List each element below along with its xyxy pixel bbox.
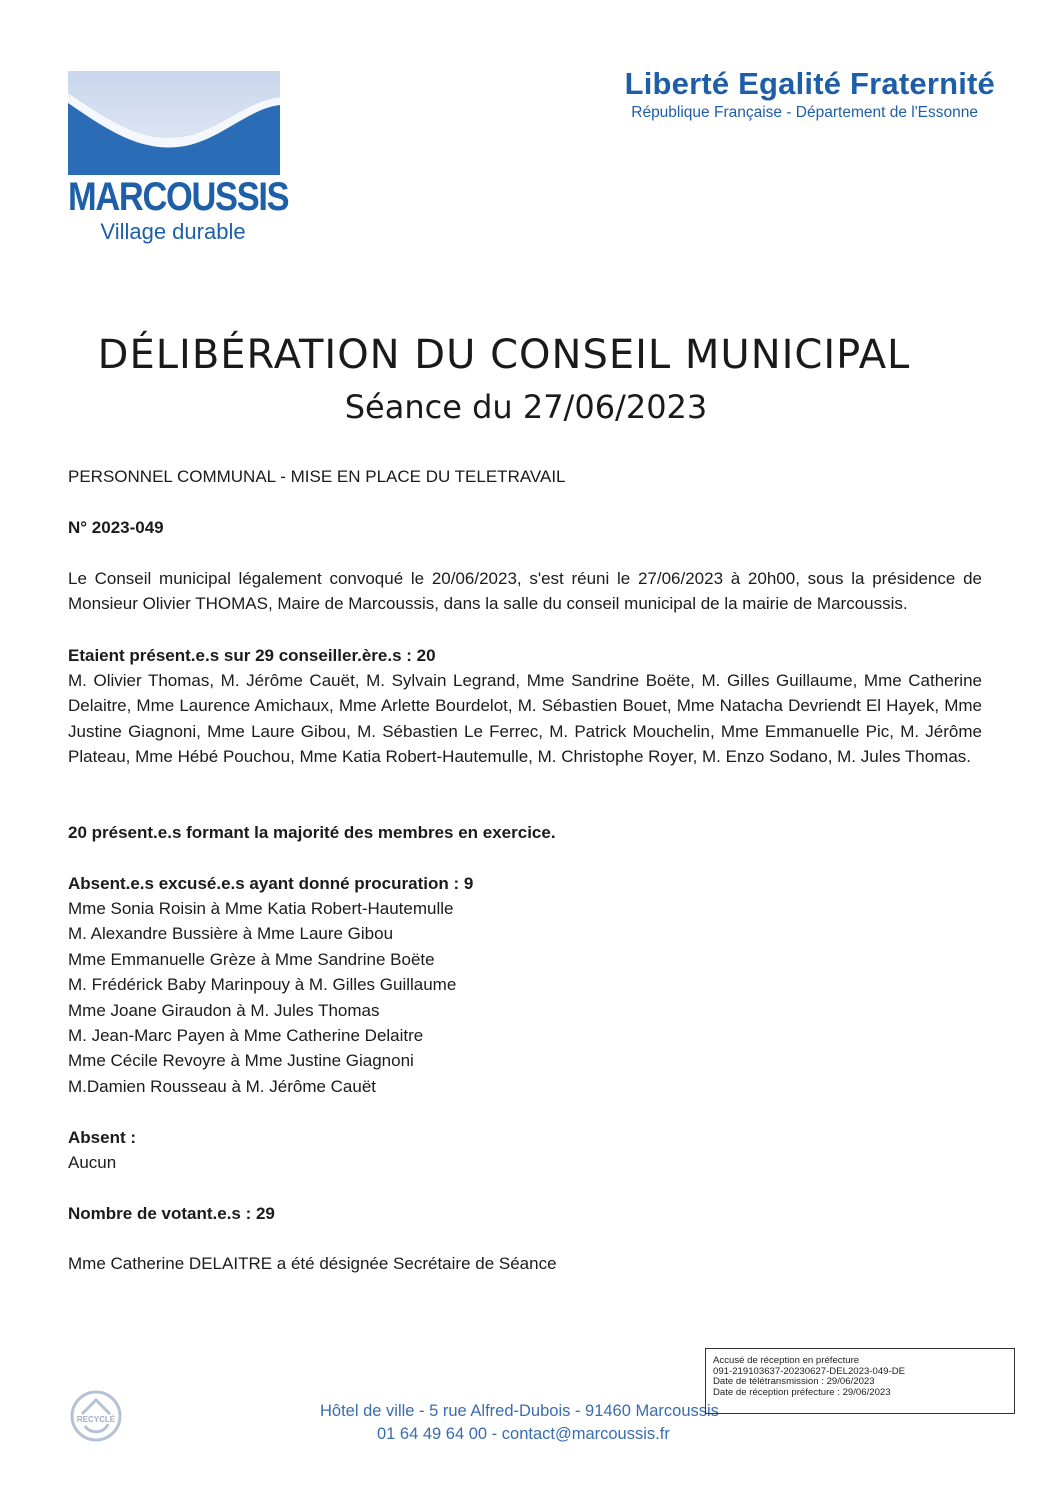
list-item: Mme Emmanuelle Grèze à Mme Sandrine Boëte bbox=[68, 949, 435, 969]
republic-motto: Liberté Egalité Fraternité bbox=[624, 66, 995, 101]
receipt-line: Accusé de réception en préfecture bbox=[713, 1355, 860, 1366]
voters-count: Nombre de votant.e.s : 29 bbox=[68, 1204, 275, 1223]
absent-heading: Absent : bbox=[68, 1128, 136, 1147]
list-item: M. Jean-Marc Payen à Mme Catherine Delaitre bbox=[68, 1026, 424, 1046]
republic-subline: République Française - Département de l'Essonne bbox=[631, 104, 978, 121]
footer-address: Hôtel de ville - 5 rue Alfred-Dubois - 91460 Marcoussis bbox=[320, 1402, 719, 1420]
list-item: Mme Joane Giraudon à M. Jules Thomas bbox=[68, 1000, 380, 1020]
majority-statement: 20 présent.e.s formant la majorité des membres en exercice. bbox=[68, 823, 556, 842]
list-item: M.Damien Rousseau à M. Jérôme Cauët bbox=[68, 1076, 377, 1096]
republic-header bbox=[625, 66, 995, 122]
list-item: M. Frédérick Baby Marinpouy à M. Gilles Guillaume bbox=[68, 975, 457, 995]
deliberation-number: N° 2023-049 bbox=[68, 518, 164, 537]
receipt-line: Date de télétransmission : 29/06/2023 bbox=[713, 1376, 875, 1388]
logo-town-name: MARCOUSSIS bbox=[68, 175, 289, 219]
present-names: M. Olivier Thomas, M. Jérôme Cauët, M. Sylvain Legrand, Mme Sandrine Boëte, M. Gilles Guillaume, Mme Catherine Delaitre, Mme Laurence Amichaux, Mme Arlette Bourdelot, M. Sébastien Bouet, Mme Natacha Devriendt El Hayek, Mme Justine Giagnoni, Mme Laure Gibou, M. Sébastien Le Ferrec, M. Patrick Mouchelin, Mme Emmanuelle Pic, M. Jérôme Plateau, Mme Hébé Pouchou, Mme Katia Robert-Hautemulle, M. Christophe Royer, M. Enzo Sodano, M. Jules Thomas. bbox=[68, 671, 982, 767]
secretary-statement: Mme Catherine DELAITRE a été désignée Secrétaire de Séance bbox=[68, 1254, 557, 1273]
recycle-label: RECYCLÉ bbox=[76, 1415, 116, 1424]
session-date: Séance du 27/06/2023 bbox=[344, 388, 708, 426]
present-heading: Etaient présent.e.s sur 29 conseiller.ère.s : 20 bbox=[68, 646, 436, 665]
deliberation-subject: PERSONNEL COMMUNAL - MISE EN PLACE DU TELETRAVAIL bbox=[68, 467, 566, 486]
list-item: M. Alexandre Bussière à Mme Laure Gibou bbox=[68, 924, 394, 944]
proxies-heading: Absent.e.s excusé.e.s ayant donné procuration : 9 bbox=[68, 874, 474, 893]
list-item: Mme Sonia Roisin à Mme Katia Robert-Hautemulle bbox=[68, 899, 454, 918]
intro-paragraph: Le Conseil municipal légalement convoqué le 20/06/2023, s'est réuni le 27/06/2023 à 20h00, sous la présidence de Monsieur Olivier THOMAS, Maire de Marcoussis, dans la salle du conseil municipal de la mairie de Marcoussis. bbox=[68, 569, 982, 614]
list-item: Mme Cécile Revoyre à Mme Justine Giagnoni bbox=[68, 1051, 414, 1071]
proxies-list bbox=[68, 896, 982, 1099]
recycled-paper-icon bbox=[68, 1388, 124, 1444]
logo-tagline: Village durable bbox=[100, 219, 246, 244]
absent-value: Aucun bbox=[68, 1153, 117, 1172]
wave-emblem-icon bbox=[68, 71, 280, 175]
prefecture-receipt-box bbox=[705, 1348, 1015, 1414]
receipt-line: 091-219103637-20230627-DEL2023-049-DE bbox=[713, 1365, 906, 1377]
receipt-line: Date de réception préfecture : 29/06/2023 bbox=[713, 1387, 891, 1399]
page-title: DÉLIBÉRATION DU CONSEIL MUNICIPAL bbox=[97, 332, 911, 378]
marcoussis-logo bbox=[68, 71, 289, 246]
footer-contact: 01 64 49 64 00 - contact@marcoussis.fr bbox=[377, 1425, 670, 1443]
